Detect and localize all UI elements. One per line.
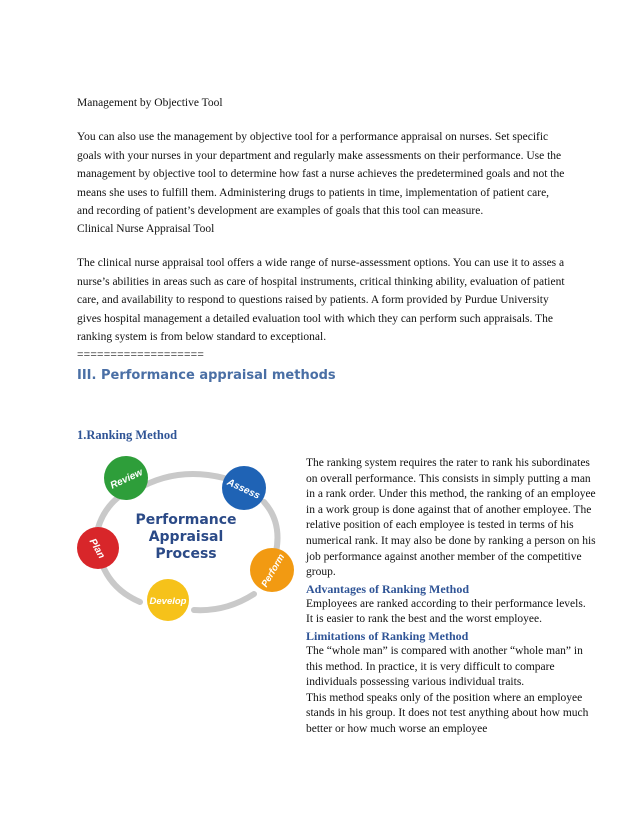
section-heading: III. Performance appraisal methods (77, 368, 336, 383)
review-stage (104, 456, 148, 500)
clinical-tool-title: Clinical Nurse Appraisal Tool (77, 223, 215, 235)
tool-title: Management by Objective Tool (77, 97, 223, 109)
clinical-paragraph: The clinical nurse appraisal tool offers a wide range of nurse-assessment options. You can use it to asses a nurse’s abilities in areas such as care of hospital instruments, critical thinking ability, evaluation of patient care, and availability to respond to questions raised by patients. A form provided by Purdue University gives hospital management a detailed evaluation tool with which they can perform such appraisals. The ranking system is from below standard to exceptional. (77, 257, 565, 343)
center-line-3: Process (155, 546, 217, 562)
advantage-item-2: It is easier to rank the best and the worst employee. (306, 613, 542, 626)
assess-label: Assess (225, 476, 262, 502)
ranking-description: The ranking system requires the rater to rank his subordinates on overall performance. This consists in simply putting a man in a rank order. Under this method, the ranking of an employee in a work group is done against that of another employee. The relative position of each employee is tested in terms of his numerical rank. It may also be done by ranking a person on his job performance against another member of the competitive group. (306, 457, 596, 579)
separator-line: =================== (77, 349, 205, 361)
advantage-item-1: Employees are ranked according to their performance levels. (306, 597, 586, 610)
mbo-paragraph: You can also use the management by objective tool for a performance appraisal on nurses. Set specific goals with your nurses in your department and regularly make assessments on their performance. Use the management by objective tool to determine how fast a nurse achieves the predetermined goals and not the means she uses to fulfill them. Administering drugs to patients in time, implementation of patient care, and recording of patient’s development are examples of goals that this tool can measure. (77, 131, 565, 217)
advantages-heading: Advantages of Ranking Method (306, 581, 470, 596)
assess-stage (222, 466, 266, 510)
develop-stage (147, 579, 189, 621)
limitations-heading: Limitations of Ranking Method (306, 628, 469, 643)
sub-heading-ranking-method: 1.Ranking Method (77, 428, 178, 442)
performance-appraisal-process-diagram (76, 452, 304, 622)
limitation-item-2: This method speaks only of the position where an employee stands in his group. It does not test anything about how much better or how much worse an employee (306, 691, 589, 735)
diagram-center-title (135, 512, 236, 562)
plan-stage (77, 527, 119, 569)
center-line-1: Performance (135, 512, 237, 528)
ranking-method-column (306, 456, 600, 738)
limitation-item-1: The “whole man” is compared with another “whole man” in this method. In practice, it is very difficult to compare individuals possessing various individual traits. (306, 644, 583, 689)
review-label: Review (108, 467, 145, 492)
develop-label: Develop (149, 596, 187, 607)
plan-label: Plan (86, 536, 107, 561)
perform-stage (250, 548, 294, 592)
center-line-2: Appraisal (148, 529, 224, 545)
perform-label: Perform (259, 552, 288, 590)
